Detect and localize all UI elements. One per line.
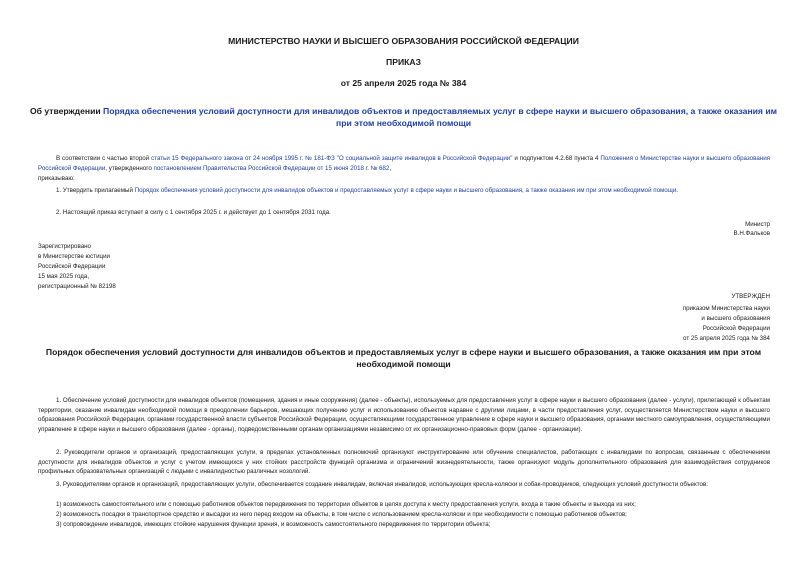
registration-line-2: в Министерстве юстиции xyxy=(38,253,111,260)
federal-law-link[interactable]: статьи 15 Федерального закона от 24 ноября 1995 г. № 181-ФЗ "О социальной защите инвалидов в Российской Федерации" xyxy=(151,155,513,162)
procedure-paragraph-1: 1. Обеспечение условий доступности для инвалидов объектов (помещения, здания и иные сооружения) (далее - объекты), используемых для предоставления услуг в сфере науки и высшего образования (далее - услуги), прилегающей к объектам территории, оказание инвалидам необходимой помощи в преодолении барьеров, мешающих получению услуг и использованию объектов наравне с другими лицами, в части предоставления услуг, осуществляется Министерством науки и высшего образования Российской Федерации, органами государственной власти субъектов Российской Федерации, осуществляющими государственное управление в сфере науки и высшего образования, органами местного самоуправления, осуществляющими управление в сфере науки и высшего образования (далее - органы), подведомственными органам организациями независимо от их организационно-правовых форм (далее - организации). xyxy=(38,397,770,434)
regulation-link[interactable]: Положения о Министерстве науки и высшего образования Российской Федерации xyxy=(38,155,770,172)
condition-item-3: 3) сопровождение инвалидов, имеющих стойкие нарушения функции зрения, и возможность самостоятельного передвижения по территории объекта; xyxy=(56,521,491,528)
ministry-heading: МИНИСТЕРСТВО НАУКИ И ВЫСШЕГО ОБРАЗОВАНИЯ РОССИЙСКОЙ ФЕДЕРАЦИИ xyxy=(228,36,579,46)
item-2: 2. Настоящий приказ вступает в силу с 1 сентября 2025 г. и действует до 1 сентября 2031 года. xyxy=(56,209,331,216)
preamble-text-1: В соответствии с частью второй xyxy=(56,155,152,162)
procedure-paragraph-2: 2. Руководители органов и организаций, предоставляющих услуги, в пределах установленных полномочий организуют инструктирование или обучение специалистов, работающих с инвалидами по вопросам, связанным с обеспечением доступности для инвалидов объектов и услуг с учетом имеющихся у них стойких расстройств функций организма и ограничений жизнедеятельности, также организуют модуль дополнительного образования для взаимодействия сотрудников профильных образовательных организаций с людьми с инвалидностью различных нозологий. xyxy=(38,449,770,476)
procedure-paragraph-3: 3. Руководителями органов и организаций, предоставляющих услуги, обеспечивается создание инвалидам, включая инвалидов, использующих кресла-коляски и собак-проводников, следующих условий доступности объектов: xyxy=(56,481,708,488)
doc-type-heading: ПРИКАЗ xyxy=(386,57,421,67)
title-link[interactable]: Порядка обеспечения условий доступности для инвалидов объектов и предоставляемых услуг в сфере науки и высшего образования, а также оказания им при этом необходимой помощи xyxy=(103,106,777,128)
approval-title: УТВЕРЖДЕН xyxy=(731,293,770,300)
condition-item-2: 2) возможность посадки в транспортное средство и высадки из него перед входом на объекты, в том числе с использованием кресла-коляски и при необходимости с помощью работников объектов; xyxy=(56,511,627,518)
item-1-text: 1. Утвердить прилагаемый xyxy=(56,187,135,194)
registration-line-4: 15 мая 2025 года, xyxy=(38,273,90,280)
registration-line-5: регистрационный № 82198 xyxy=(38,283,116,290)
title-prefix: Об утверждении xyxy=(30,106,104,116)
item-1-end: . xyxy=(676,187,679,194)
preamble-text-2: и подпунктом 4.2.68 пункта 4 xyxy=(512,155,601,162)
procedure-title: Порядок обеспечения условий доступности для инвалидов объектов и предоставляемых услуг в сфере науки и высшего образования, а также оказания им при этом необходимой помощи xyxy=(45,347,762,369)
condition-item-1: 1) возможность самостоятельного или с помощью работников объектов передвижения по территории объектов в целях доступа к месту предоставления услуги, входа в такие объекты и выхода из них; xyxy=(56,501,636,508)
preamble xyxy=(38,154,770,173)
approval-line-3: Российской Федерации xyxy=(702,325,770,332)
document-title xyxy=(30,105,777,129)
approval-line-1: приказом Министерства науки xyxy=(682,305,770,312)
approval-line-4: от 25 апреля 2025 года № 384 xyxy=(683,335,770,342)
signature-position: Министр xyxy=(745,221,770,228)
signature-name: В.Н.Фальков xyxy=(733,230,770,237)
government-decree-link[interactable]: постановлением Правительства Российской Федерации от 15 июня 2018 г. № 682 xyxy=(153,164,390,172)
procedure-link[interactable]: Порядок обеспечения условий доступности для инвалидов объектов и предоставляемых услуг в сфере науки и высшего образования, а также оказания им при этом необходимой помощи xyxy=(134,187,677,194)
preamble-text-4: , xyxy=(389,164,392,172)
registration-line-3: Российской Федерации xyxy=(38,263,106,270)
orders-word: приказываю: xyxy=(38,175,75,182)
doc-date-number: от 25 апреля 2025 года № 384 xyxy=(340,78,467,88)
item-1 xyxy=(38,186,770,196)
approval-line-2: и высшего образования xyxy=(701,315,770,322)
registration-line-1: Зарегистрировано xyxy=(38,243,91,250)
preamble-text-3: , утвержденного xyxy=(105,164,154,172)
